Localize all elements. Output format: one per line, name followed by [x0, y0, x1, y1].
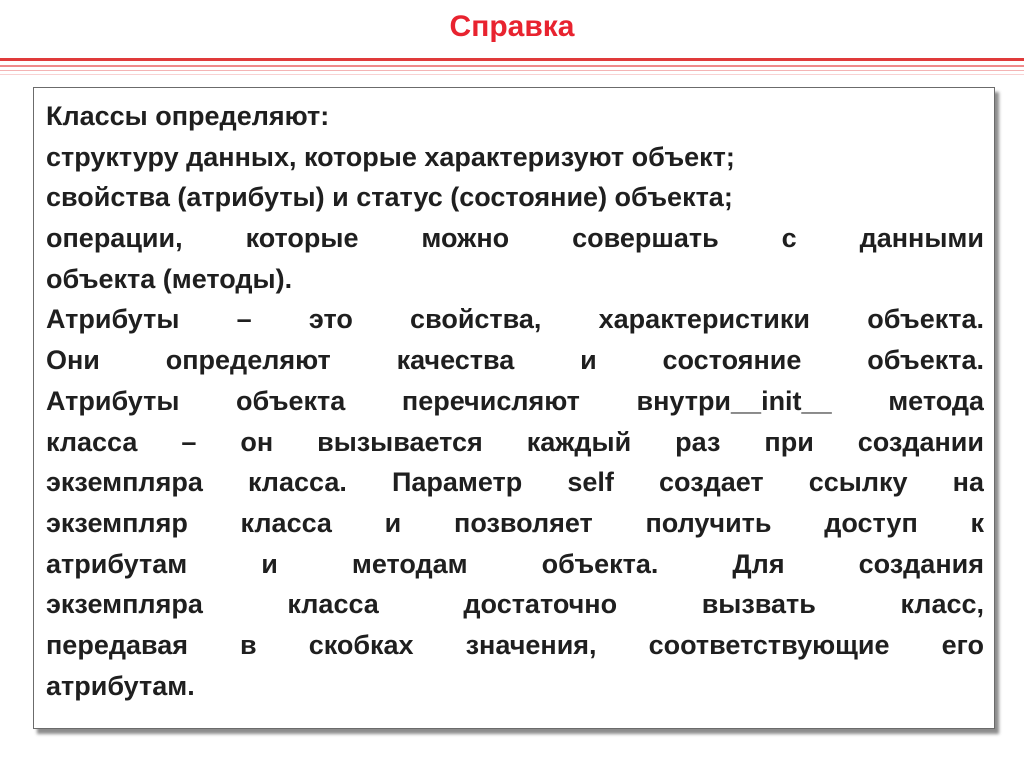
text-line: структуру данных, которые характеризуют объект; — [46, 141, 735, 172]
text-line: атрибутам. — [46, 670, 195, 701]
title-divider-line — [0, 58, 1024, 61]
text-line: класса – он вызывается каждый раз при создании — [46, 426, 984, 457]
title-divider-line — [0, 65, 1024, 67]
text-line: Атрибуты объекта перечисляют внутри__init__ метода — [46, 385, 984, 416]
title-divider-line — [0, 74, 1024, 75]
title-divider-line — [0, 70, 1024, 71]
text-line: объекта (методы). — [46, 263, 293, 294]
content-text-box — [33, 87, 995, 729]
text-line: экземпляр класса и позволяет получить доступ к — [46, 507, 984, 538]
text-line: Атрибуты – это свойства, характеристики объекта. — [46, 304, 984, 335]
slide-title: Справка — [449, 10, 575, 43]
text-line: свойства (атрибуты) и статус (состояние) объекта; — [46, 182, 733, 213]
text-line: операции, которые можно совершать с данными — [46, 223, 984, 254]
text-line: экземпляра класса. Параметр self создает ссылку на — [46, 467, 984, 498]
text-line: Они определяют качества и состояние объекта. — [46, 345, 984, 376]
text-line: экземпляра класса достаточно вызвать класс, — [46, 589, 984, 620]
text-line: Классы определяют: — [46, 101, 330, 131]
text-line: передавая в скобках значения, соответствующие его — [46, 629, 984, 660]
text-line: атрибутам и методам объекта. Для создания — [46, 548, 984, 579]
